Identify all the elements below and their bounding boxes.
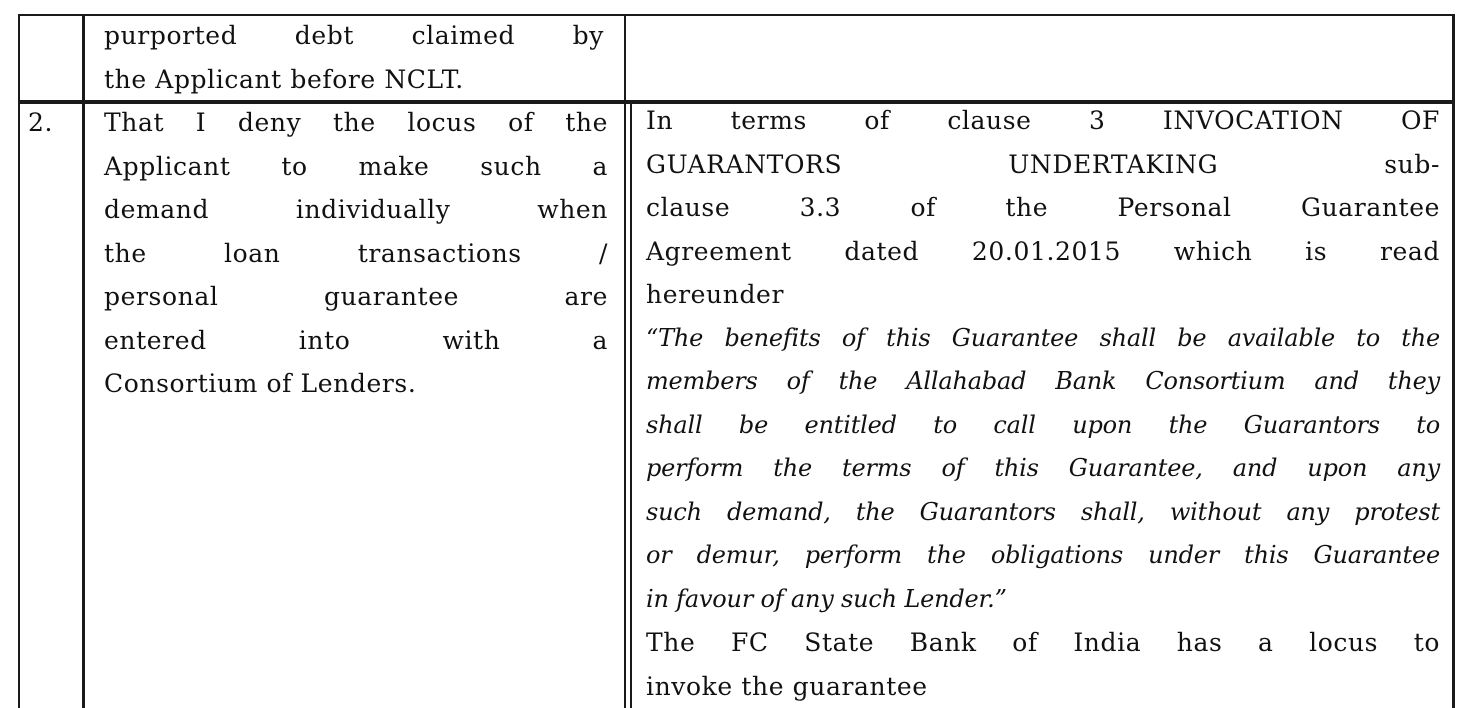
- text-line: hereunder: [646, 280, 784, 309]
- text-line: purported debt claimed by: [104, 21, 604, 50]
- text-line: clause 3.3 of the Personal Guarantee: [646, 193, 1440, 222]
- quote-line: “The benefits of this Guarantee shall be available to the: [646, 323, 1440, 352]
- quote-line: such demand, the Guarantors shall, without any protest: [646, 497, 1440, 526]
- text-line: invoke the guarantee: [646, 671, 928, 701]
- text-line: the loan transactions /: [104, 238, 608, 268]
- text-line: The FC State Bank of India has a locus to: [646, 628, 1440, 657]
- text-line: Consortium of Lenders.: [104, 369, 417, 398]
- text-line: In terms of clause 3 INVOCATION OF: [646, 106, 1440, 135]
- text-line: the Applicant before NCLT.: [104, 64, 464, 94]
- table-left-border: [18, 14, 20, 708]
- text-line: demand individually when: [104, 195, 608, 224]
- row2-statement: [104, 101, 608, 406]
- row2-response: [646, 99, 1440, 708]
- quote-line: perform the terms of this Guarantee, and upon any: [646, 454, 1440, 482]
- text-line: personal guarantee are: [104, 282, 608, 311]
- quote-line: or demur, perform the obligations under this Guarantee: [646, 541, 1440, 569]
- column-divider-2b: [630, 104, 632, 708]
- text-line: Agreement dated 20.01.2015 which is read: [646, 236, 1440, 266]
- text-line: GUARANTORS UNDERTAKING sub-: [646, 149, 1440, 179]
- text-line: That I deny the locus of the: [104, 108, 608, 137]
- quoted-clause: [646, 317, 1440, 622]
- table-right-border: [1452, 14, 1455, 708]
- column-divider-2: [624, 14, 626, 708]
- quote-line: shall be entitled to call upon the Guarantors to: [646, 410, 1440, 439]
- quote-line: members of the Allahabad Bank Consortium and they: [646, 367, 1440, 395]
- top-row-description: [104, 14, 604, 101]
- quote-line: in favour of any such Lender.”: [646, 584, 1007, 613]
- text-line: entered into with a: [104, 325, 608, 355]
- row-number: 2.: [28, 108, 54, 137]
- text-line: Applicant to make such a: [104, 151, 608, 181]
- column-divider-1: [82, 14, 85, 708]
